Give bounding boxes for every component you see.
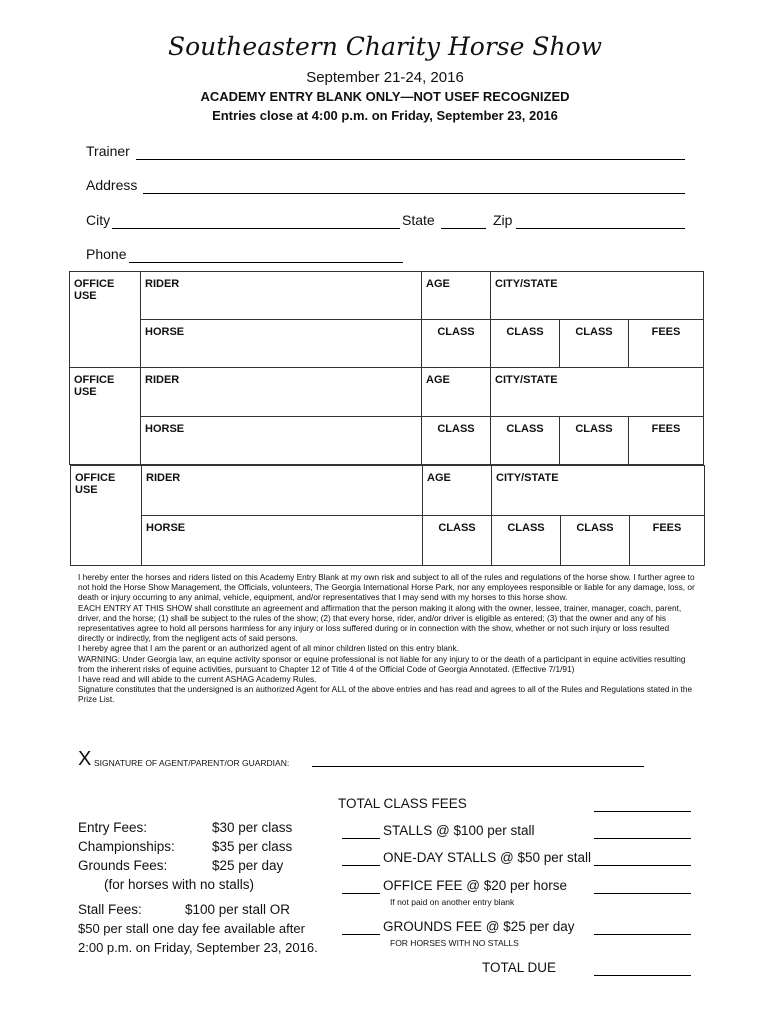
show-dates: September 21-24, 2016 bbox=[306, 69, 464, 86]
class-cell[interactable]: CLASS bbox=[422, 320, 491, 368]
city-label: City bbox=[86, 212, 111, 228]
class-cell[interactable]: CLASS bbox=[560, 320, 629, 368]
total-class-fees-label: TOTAL CLASS FEES bbox=[338, 796, 467, 811]
grounds-fee-amount-field[interactable] bbox=[594, 934, 691, 935]
class-cell[interactable]: CLASS bbox=[423, 516, 492, 566]
office-use-cell: OFFICE USE bbox=[70, 368, 141, 465]
liability-paragraph: I hereby enter the horses and riders listed on this Academy Entry Blank at my own risk and subject to all of the rules and regulations of the horse show. I further agree to not hold the Horse Show Management, the Officials, volunteers, The Georgia International Horse Park, nor any employees responsible or liable for any damage, loss, or death or injury occurring to any animal, vehicle, equipment, and/or representatives that I may send with my horses to this horse show. bbox=[78, 572, 695, 603]
one-day-stalls-qty-field[interactable] bbox=[342, 865, 380, 866]
horse-cell[interactable]: HORSE bbox=[142, 516, 423, 566]
show-title: Southeastern Charity Horse Show bbox=[167, 32, 603, 61]
total-due-field[interactable] bbox=[594, 975, 691, 976]
entry-table-1 bbox=[69, 271, 704, 368]
rules-paragraph: I have read and will abide to the current ASHAG Academy Rules. bbox=[78, 674, 317, 685]
stalls-label: STALLS @ $100 per stall bbox=[383, 823, 535, 838]
warning-paragraph: WARNING: Under Georgia law, an equine activity sponsor or equine professional is not liable for any injury to or the death of a participant in equine activities resulting from the inherent risks of equine activities, pursuant to Chapter 12 of Title 4 of the Official Code of Georgia Annotated. (Effective 7/1/91) bbox=[78, 653, 686, 674]
stall-fees-deadline: 2:00 p.m. on Friday, September 23, 2016. bbox=[78, 940, 318, 955]
city-state-cell[interactable]: CITY/STATE bbox=[491, 272, 704, 320]
city-state-cell[interactable]: CITY/STATE bbox=[491, 368, 704, 417]
trainer-field[interactable] bbox=[136, 159, 685, 160]
age-cell[interactable]: AGE bbox=[423, 466, 492, 516]
grounds-fee-qty-field[interactable] bbox=[342, 934, 380, 935]
fees-cell[interactable]: FEES bbox=[629, 320, 704, 368]
entry-table-2 bbox=[69, 367, 704, 465]
signature-field[interactable] bbox=[312, 766, 644, 767]
rider-cell[interactable]: RIDER bbox=[141, 272, 422, 320]
entry-table-3 bbox=[70, 465, 705, 566]
entry-fees-value: $30 per class bbox=[212, 820, 293, 835]
signature-paragraph: Signature constitutes that the undersigned is an authorized Agent for ALL of the above entries and has read and agrees to all of the Rules and Regulations stated in the Prize List. bbox=[78, 684, 693, 705]
rider-cell[interactable]: RIDER bbox=[141, 368, 422, 417]
parent-agent-paragraph: I hereby agree that I am the parent or an authorized agent of all minor children listed on this entry blank. bbox=[78, 643, 459, 654]
city-state-cell[interactable]: CITY/STATE bbox=[492, 466, 705, 516]
championships-value: $35 per class bbox=[212, 839, 293, 854]
fees-cell[interactable]: FEES bbox=[629, 417, 704, 465]
class-cell[interactable]: CLASS bbox=[491, 417, 560, 465]
entry-blank-subtitle: ACADEMY ENTRY BLANK ONLY—NOT USEF RECOGNIZED bbox=[200, 89, 570, 104]
grounds-fee-label: GROUNDS FEE @ $25 per day bbox=[383, 919, 575, 934]
legal-agreement bbox=[78, 572, 696, 705]
class-cell[interactable]: CLASS bbox=[422, 417, 491, 465]
one-day-stalls-amount-field[interactable] bbox=[594, 865, 691, 866]
office-fee-qty-field[interactable] bbox=[342, 893, 380, 894]
grounds-fee-note: FOR HORSES WITH NO STALLS bbox=[390, 938, 519, 948]
office-fee-label: OFFICE FEE @ $20 per horse bbox=[383, 878, 568, 893]
rider-cell[interactable]: RIDER bbox=[142, 466, 423, 516]
city-field[interactable] bbox=[112, 228, 400, 229]
address-label: Address bbox=[86, 177, 138, 193]
state-label: State bbox=[402, 212, 435, 228]
grounds-fees-value: $25 per day bbox=[212, 858, 284, 873]
signature-label: SIGNATURE OF AGENT/PARENT/OR GUARDIAN: bbox=[94, 758, 290, 768]
phone-field[interactable] bbox=[129, 262, 403, 263]
office-use-cell: OFFICE USE bbox=[71, 466, 142, 566]
phone-label: Phone bbox=[86, 246, 127, 262]
stall-fees-label: Stall Fees: bbox=[78, 902, 142, 917]
stalls-amount-field[interactable] bbox=[594, 838, 691, 839]
stall-fees-value: $100 per stall OR bbox=[185, 902, 291, 917]
age-cell[interactable]: AGE bbox=[422, 272, 491, 320]
state-field[interactable] bbox=[441, 228, 486, 229]
age-cell[interactable]: AGE bbox=[422, 368, 491, 417]
office-use-cell: OFFICE USE bbox=[70, 272, 141, 368]
address-field[interactable] bbox=[143, 193, 685, 194]
trainer-label: Trainer bbox=[86, 143, 130, 159]
fees-cell[interactable]: FEES bbox=[630, 516, 705, 566]
stall-fees-one-day: $50 per stall one day fee available after bbox=[78, 921, 305, 936]
horse-cell[interactable]: HORSE bbox=[141, 417, 422, 465]
total-class-fees-field[interactable] bbox=[594, 811, 691, 812]
entry-fees-label: Entry Fees: bbox=[78, 820, 148, 835]
office-fee-note: If not paid on another entry blank bbox=[390, 897, 515, 907]
championships-label: Championships: bbox=[78, 839, 175, 854]
grounds-fees-label: Grounds Fees: bbox=[78, 858, 168, 873]
one-day-stalls-label: ONE-DAY STALLS @ $50 per stall bbox=[383, 850, 592, 865]
total-due-label: TOTAL DUE bbox=[482, 960, 557, 975]
zip-label: Zip bbox=[493, 212, 513, 228]
class-cell[interactable]: CLASS bbox=[561, 516, 630, 566]
grounds-fees-note: (for horses with no stalls) bbox=[104, 877, 255, 892]
office-fee-amount-field[interactable] bbox=[594, 893, 691, 894]
entry-deadline: Entries close at 4:00 p.m. on Friday, September 23, 2016 bbox=[212, 108, 558, 123]
class-cell[interactable]: CLASS bbox=[491, 320, 560, 368]
class-cell[interactable]: CLASS bbox=[560, 417, 629, 465]
zip-field[interactable] bbox=[516, 228, 685, 229]
class-cell[interactable]: CLASS bbox=[492, 516, 561, 566]
stalls-qty-field[interactable] bbox=[342, 838, 380, 839]
horse-cell[interactable]: HORSE bbox=[141, 320, 422, 368]
entry-agreement-paragraph: EACH ENTRY AT THIS SHOW shall constitute an agreement and affirmation that the person making it along with the owner, lessee, trainer, manager, coach, parent, driver, and the horse; (1) shall be subject to the rules of the show; (2) that every horse, rider, and/or driver is eligible as entered; (3) that the owner and any of his representatives agree to hold all persons harmless for any injury or loss suffered during or in connection with the show, whether or not such injury or loss resulted directly or indirectly, from the negligent acts of said persons. bbox=[78, 602, 682, 644]
signature-x-mark: X bbox=[78, 748, 92, 770]
